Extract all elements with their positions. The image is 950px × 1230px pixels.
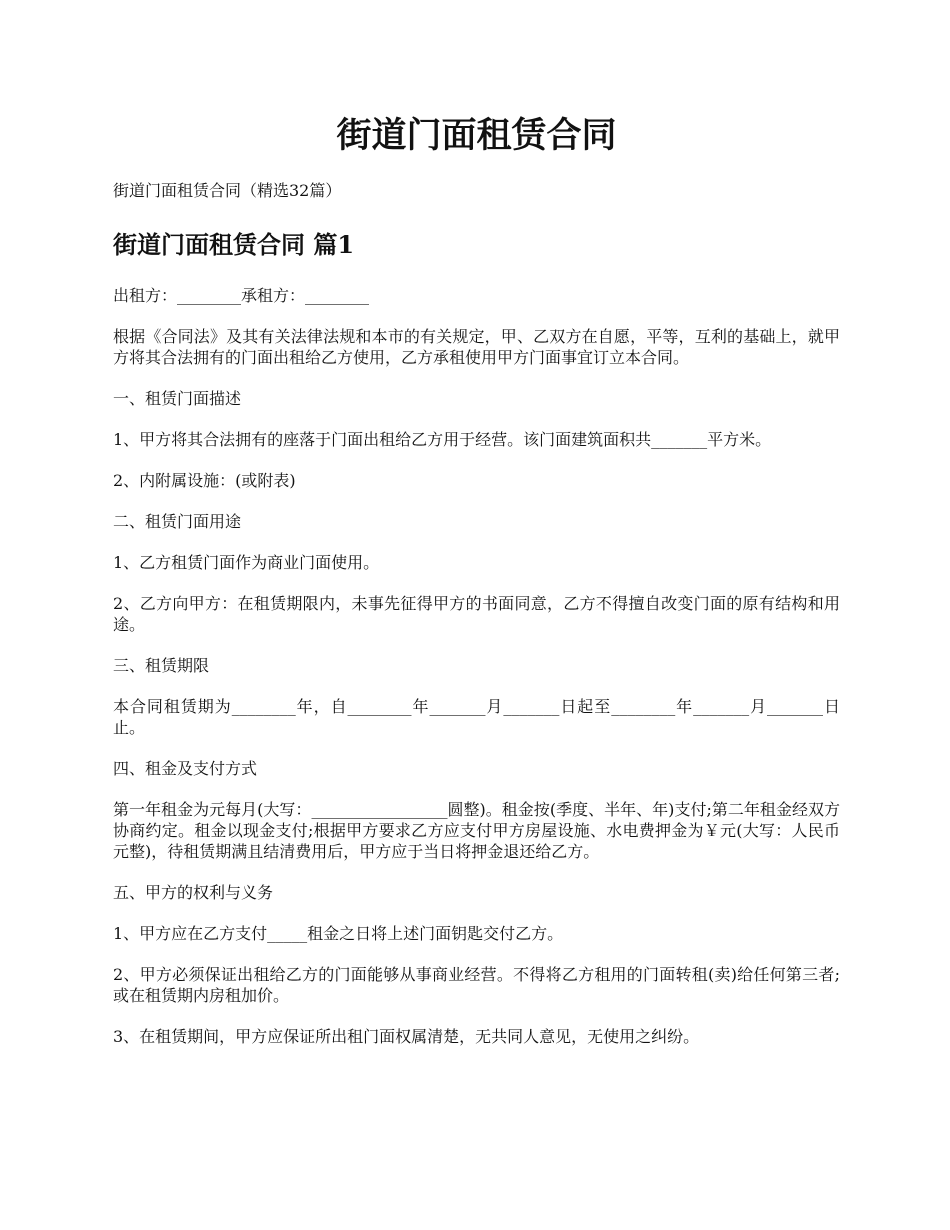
clause-item: 1、乙方租赁门面作为商业门面使用。 <box>113 553 380 572</box>
clause-item: 2、内附属设施：(或附表) <box>113 471 296 490</box>
clause-heading: 四、租金及支付方式 <box>113 759 258 778</box>
clause-heading: 五、甲方的权利与义务 <box>113 883 274 902</box>
clause-item: 本合同租赁期为________年，自________年_______月_______日起至________年_______月_______日止。 <box>113 697 840 737</box>
clause-item: 1、甲方应在乙方支付_____租金之日将上述门面钥匙交付乙方。 <box>113 924 564 943</box>
document-body <box>113 285 840 1067</box>
document-subtitle: 街道门面租赁合同（精选32篇） <box>113 181 342 200</box>
clause-item: 2、甲方必须保证出租给乙方的门面能够从事商业经营。不得将乙方租用的门面转租(卖)给任何第三者;或在租赁期内房租加价。 <box>113 965 840 1005</box>
clause-item: 1、甲方将其合法拥有的座落于门面出租给乙方用于经营。该门面建筑面积共_______平方米。 <box>113 430 772 449</box>
clause-heading: 二、租赁门面用途 <box>113 512 242 531</box>
clause-item: 第一年租金为元每月(大写：_________________圆整)。租金按(季度、半年、年)支付;第二年租金经双方协商约定。租金以现金支付;根据甲方要求乙方应支付甲方房屋设施、水电费押金为￥元(大写：人民币元整)，待租赁期满且结清费用后，甲方应于当日将押金退还给乙方。 <box>113 800 840 861</box>
section-heading: 街道门面租赁合同 篇1 <box>113 230 355 259</box>
document-title: 街道门面租赁合同 <box>336 115 617 156</box>
paragraph-preamble: 根据《合同法》及其有关法律法规和本市的有关规定，甲、乙双方在自愿，平等，互利的基础上，就甲方将其合法拥有的门面出租给乙方使用，乙方承租使用甲方门面事宜订立本合同。 <box>113 327 840 367</box>
paragraph-parties: 出租方：________承租方：________ <box>113 286 370 305</box>
clause-item: 3、在租赁期间，甲方应保证所出租门面权属清楚，无共同人意见，无使用之纠纷。 <box>113 1027 700 1046</box>
clause-heading: 三、租赁期限 <box>113 656 210 675</box>
clause-item: 2、乙方向甲方：在租赁期限内，未事先征得甲方的书面同意，乙方不得擅自改变门面的原有结构和用途。 <box>113 594 840 634</box>
clause-heading: 一、租赁门面描述 <box>113 389 242 408</box>
